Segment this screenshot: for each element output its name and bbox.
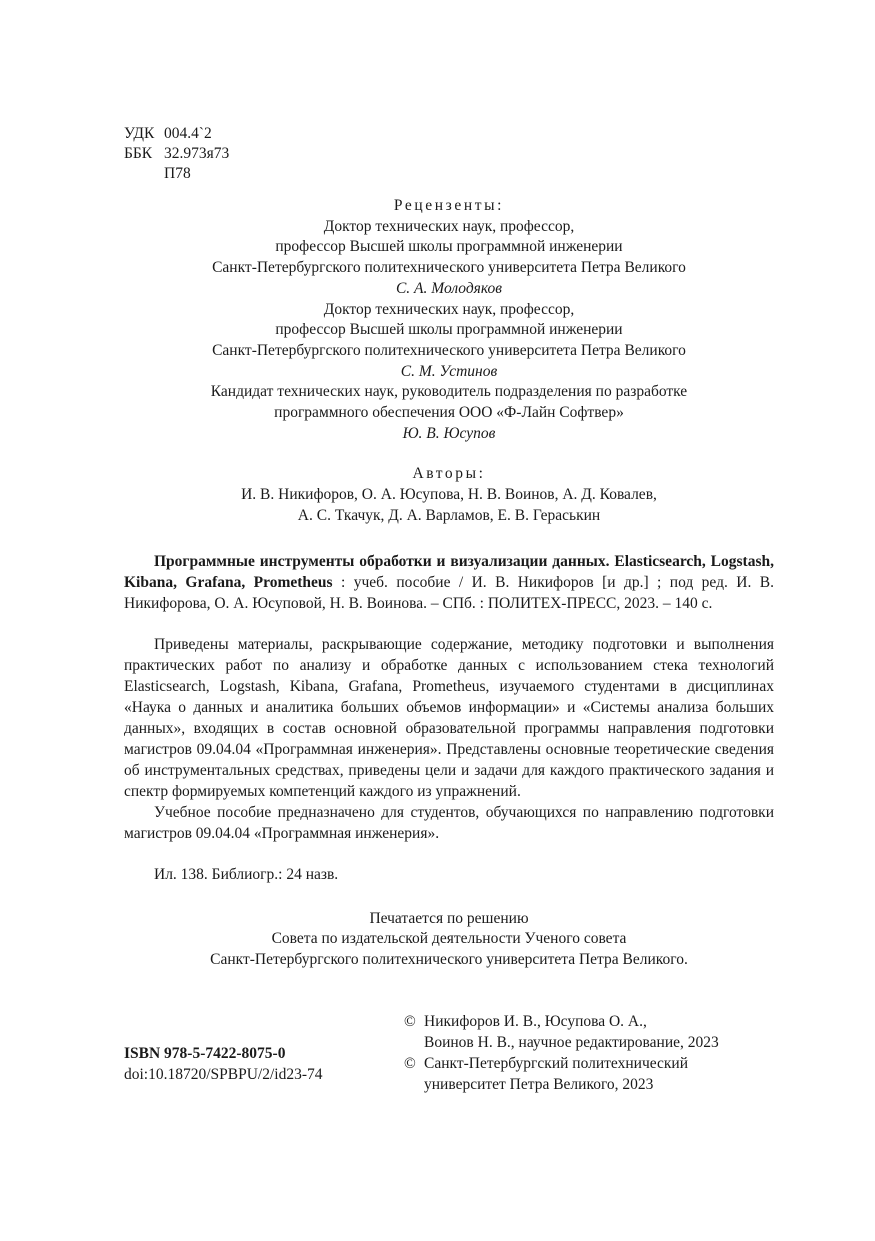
reviewer-name: С. А. Молодяков — [395, 279, 503, 297]
authors-block — [124, 464, 774, 526]
reviewers-block — [124, 196, 774, 444]
reviewer-line: Санкт-Петербургского политехнического университета Петра Великого — [212, 259, 686, 277]
print-decision-line: Санкт-Петербургского политехнического университета Петра Великого. — [210, 950, 688, 968]
book-title: Программные инструменты обработки и визуализации данных. Elasticsearch, Logstash, Kibana, Grafana, Prometheus — [124, 552, 774, 591]
copyright-line: университет Петра Великого, 2023 — [424, 1076, 654, 1093]
reviewer-name: С. М. Устинов — [400, 362, 498, 380]
udk-label: УДК — [124, 125, 155, 142]
copyright-icon: © — [404, 1013, 416, 1030]
author-mark: П78 — [164, 165, 191, 182]
isbn: ISBN 978-5-7422-8075-0 — [124, 1045, 286, 1062]
print-decision-line: Печатается по решению — [369, 909, 529, 927]
reviewer-line: программного обеспечения ООО «Ф-Лайн Софтвер» — [274, 404, 624, 422]
copyright-line: Никифоров И. В., Юсупова О. А., — [424, 1013, 647, 1030]
classification-codes — [124, 124, 774, 184]
reviewer-name: Ю. В. Юсупов — [402, 424, 496, 442]
bbk-label: ББК — [124, 145, 153, 162]
reviewer-line: профессор Высшей школы программной инженерии — [275, 321, 623, 339]
reviewer-line: Санкт-Петербургского политехнического университета Петра Великого — [212, 341, 686, 359]
illustrations-note: Ил. 138. Библиогр.: 24 назв. — [154, 865, 339, 883]
authors-line: И. В. Никифоров, О. А. Юсупова, Н. В. Воинов, А. Д. Ковалев, — [241, 486, 657, 504]
doi: doi:10.18720/SPBPU/2/id23-74 — [124, 1066, 323, 1083]
copyright-line: Санкт-Петербургский политехнический — [424, 1055, 688, 1072]
identifiers — [124, 1043, 323, 1085]
authors-line: А. С. Ткачук, Д. А. Варламов, Е. В. Гераськин — [297, 506, 601, 524]
imprint-block — [124, 1011, 774, 1091]
reviewer-line: Доктор технических наук, профессор, — [323, 217, 575, 235]
reviewers-heading: Рецензенты: — [393, 197, 505, 214]
udk-value: 004.4`2 — [164, 125, 212, 142]
reviewer-line: Доктор технических наук, профессор, — [323, 300, 575, 318]
abstract-paragraph: Учебное пособие предназначено для студентов, обучающихся по направлению подготовки магистров 09.04.04 «Программная инженерия». — [124, 803, 774, 842]
bibliographic-record — [124, 551, 774, 614]
abstract-paragraph: Приведены материалы, раскрывающие содержание, методику подготовки и выполнения практических работ по анализу и обработке данных с использованием стека технологий Elasticsearch, Logstash, Kibana, Grafana, Prometheus, изучаемого студентами в дисциплинах «Наука о данных и аналитика больших объемов информации» и «Системы анализа больших данных», входящих в состав основной образовательной программы направления подготовки магистров 09.04.04 «Программная инженерия». Представлены основные теоретические сведения об инструментальных средствах, приведены цели и задачи для каждого практического задания и спектр формируемых компетенций каждого из упражнений. — [124, 635, 774, 800]
copyright-icon: © — [404, 1055, 416, 1072]
copyright-line: Воинов Н. В., научное редактирование, 2023 — [424, 1034, 719, 1051]
abstract — [124, 634, 774, 844]
title-page-reverse — [124, 124, 774, 971]
print-decision-line: Совета по издательской деятельности Ученого совета — [271, 930, 627, 948]
print-decision — [124, 909, 774, 971]
bibliographic-details: : учеб. пособие / И. В. Никифоров [и др.] ; под ред. И. В. Никифорова, О. А. Юсуповой, Н. В. Воинова. – СПб. : ПОЛИТЕХ-ПРЕСС, 2023. – 140 с. — [124, 573, 774, 612]
reviewer-line: профессор Высшей школы программной инженерии — [275, 238, 623, 256]
bbk-value: 32.973я73 — [164, 145, 230, 162]
authors-heading: Авторы: — [412, 465, 486, 483]
reviewer-line: Кандидат технических наук, руководитель подразделения по разработке — [210, 383, 688, 401]
copyright-block — [404, 1011, 774, 1095]
